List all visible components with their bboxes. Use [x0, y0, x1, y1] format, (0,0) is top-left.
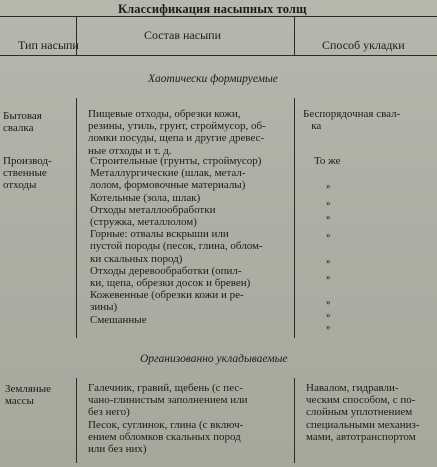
section-heading-organized: Организованно укладываемые — [140, 353, 288, 365]
row-2-composition: Строительные (грунты, строймусор) Металлургические (шлак, метал- лолом, формовочные материалы) Котельные (зола, шлак) Отходы металлообработки (стружка, металлолом) Горные: отвалы вскрыши или пустой породы (песок, глина, облом- ки скальных пород) Отходы деревообработки (опил- ки, щепа, обрезки досок и бревен) Кожевенные (обрезки кожи и ре- зины) Смешанные — [90, 155, 263, 326]
ditto-mark: » — [326, 272, 331, 282]
ditto-mark: » — [326, 212, 331, 222]
column-divider-left-body-2 — [76, 378, 77, 463]
header-bottom-rule — [0, 55, 437, 56]
column-divider-right-body — [294, 98, 295, 338]
row-1-method: Беспорядочная свал- ка — [303, 108, 401, 133]
row-3-type: Земляные массы — [5, 383, 52, 408]
row-1-type: Бытовая свалка — [3, 110, 42, 135]
row-3-composition: Галечник, гравий, щебень (с пес- чано-глинистым заполнением или без него) Песок, суглинок, глина (с включ- ением обломков скальных пород или без них) — [88, 382, 248, 456]
ditto-mark: » — [326, 198, 331, 208]
ditto-mark: » — [326, 230, 331, 240]
section-heading-chaotic: Хаотически формируемые — [148, 73, 278, 85]
column-divider-left-body — [76, 98, 77, 338]
table-title: Классификация насыпных толщ — [118, 2, 307, 16]
row-3-method: Навалом, гидравли- ческим способом, с по- слойным уплотнением специальными механиз- мами, автотранспортом — [306, 382, 420, 443]
ditto-mark: » — [326, 256, 331, 266]
column-divider-right — [294, 16, 295, 56]
ditto-mark: » — [326, 322, 331, 332]
ditto-mark: » — [326, 310, 331, 320]
row-1-composition: Пищевые отходы, обрезки кожи, резины, утиль, грунт, строймусор, об- ломки посуды, щепа и другие древес- ные отходы и т. д. — [88, 108, 266, 157]
column-divider-right-body-2 — [294, 378, 295, 463]
ditto-mark: » — [326, 297, 331, 307]
row-2-type: Производ- ственные отходы — [3, 155, 52, 192]
header-col-3: Способ укладки — [322, 38, 405, 52]
header-top-rule — [0, 16, 437, 17]
header-col-1: Тип насыпи — [18, 38, 79, 52]
row-2-method: То же — [314, 155, 341, 167]
ditto-mark: » — [326, 181, 331, 191]
header-col-2: Состав насыпи — [144, 28, 221, 42]
